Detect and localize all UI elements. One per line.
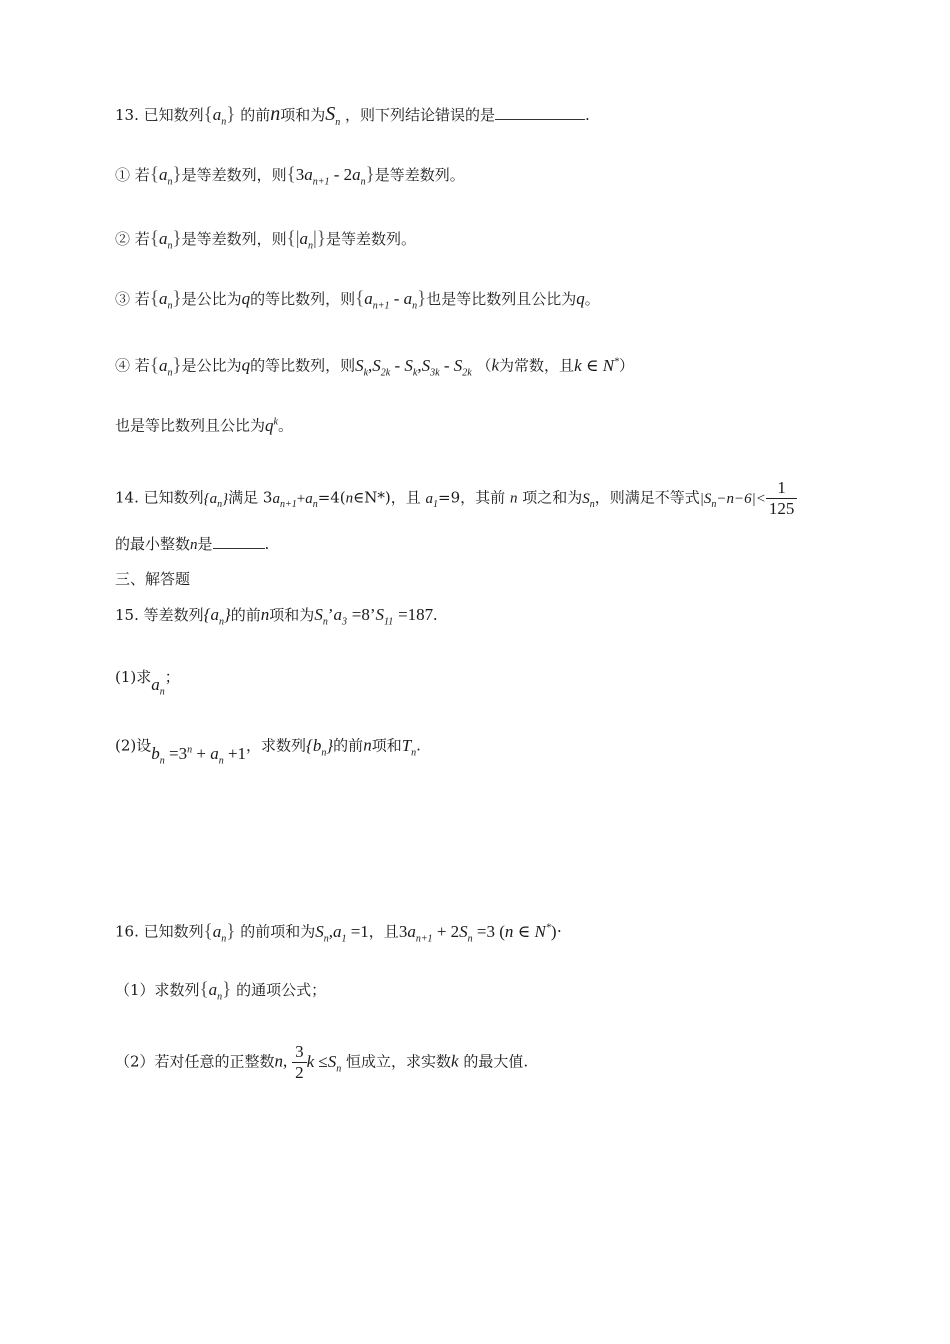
section-heading: 三、解答题	[115, 570, 191, 588]
q15-a3-value: =8	[351, 605, 370, 624]
var-q: q	[576, 289, 585, 308]
seq-an: $\{a_n\}$	[203, 605, 231, 628]
var-n: n	[363, 735, 372, 755]
seq-an1-an: $\{a_{n+1} - a_n\}$	[355, 288, 427, 312]
q15-text: ，求数列	[246, 736, 307, 755]
frac-den: 2	[292, 1062, 307, 1083]
q15-text: 项和	[371, 736, 402, 755]
item-text: 的等比数列，则	[250, 356, 356, 375]
q13-tail	[115, 410, 293, 438]
q14-text: ∈N*)	[353, 488, 391, 507]
seq-3an1-2an: $\{3a_{n+1} - 2a_n\}$	[286, 164, 375, 188]
q15-text: (1)求	[115, 668, 152, 686]
item-text: 若	[134, 230, 150, 248]
seq-an: $\{a_n\}$	[203, 920, 236, 945]
expr-an1-an: $a_{n+1}+a_n$	[272, 490, 318, 510]
item-text: 。	[277, 416, 293, 435]
q15-line: 15. 等差数列$\{a_n\}$的前n项和为$S_n’a_3$ $=8’S_{11} =187$.	[115, 605, 438, 628]
q16-text: 的前项和为	[240, 922, 316, 941]
item-mark: ①	[115, 166, 131, 184]
expr-k-in-N: k ∈ N*	[574, 355, 620, 375]
var-a3: $a_3$	[333, 605, 347, 628]
var-a1: $a_1$	[425, 490, 439, 510]
frac-num: 3	[295, 1042, 304, 1061]
q14-text: =9	[438, 488, 461, 507]
var-k: k	[491, 355, 500, 375]
item-text: 是等差数列，则	[181, 166, 287, 184]
q15-s11-value: =187	[398, 605, 434, 624]
q13-item-2	[115, 227, 416, 258]
q13-item-3	[115, 287, 600, 318]
item-text: 的等比数列，则	[250, 290, 356, 308]
var-n: n	[345, 490, 354, 507]
q16-text: 恒成立，求实数	[346, 1052, 452, 1071]
var-Sn: $S_n$	[325, 103, 341, 128]
var-an: $a_n$	[151, 675, 165, 698]
var-Sn: $S_n$	[314, 605, 328, 628]
q15-text: ；	[164, 668, 180, 686]
frac-num: 1	[777, 478, 786, 497]
item-text: 是公比为	[181, 290, 242, 308]
q14-answer-blank[interactable]	[213, 534, 265, 549]
item-text: 也是等比数列且公比为	[115, 416, 266, 435]
q13-item-4	[115, 350, 634, 385]
seq-an: $\{a_n\}$	[203, 104, 236, 128]
seq-an: $\{a_n\}$	[149, 164, 182, 188]
frac-den: 125	[766, 498, 798, 519]
var-n: n	[274, 1051, 284, 1071]
seq-an: $\{a_n\}$	[149, 288, 182, 312]
var-n: n	[509, 490, 518, 507]
seq-abs-an: $\{|a_n|\}$	[286, 228, 326, 252]
var-q: q	[241, 289, 251, 308]
q13-end: .	[585, 106, 590, 124]
q13-text: ，则下列结论错误的是	[345, 106, 496, 124]
q14-text: 的最小整数	[115, 535, 191, 553]
q16-text: 的最大值.	[463, 1052, 529, 1071]
q13-number: 13.	[115, 106, 139, 124]
q15-text: (2)设	[115, 736, 152, 755]
var-k: k	[451, 1051, 459, 1071]
q15-part2	[115, 730, 421, 765]
var-Tn: $T_n$	[401, 735, 417, 759]
q14-text: 已知数列	[143, 488, 204, 507]
seq-an: $\{a_n\}$	[149, 228, 182, 252]
q14-text: ，其前	[460, 488, 506, 507]
q13-answer-blank[interactable]	[495, 105, 585, 120]
q14-text: 是	[197, 535, 213, 553]
q13-line	[115, 102, 590, 135]
q16-part1	[115, 978, 326, 1009]
item-text: 是等差数列。	[374, 166, 465, 184]
var-q: q	[241, 355, 251, 375]
var-n: n	[270, 103, 281, 125]
seq-an: $\{a_n\}$	[149, 354, 182, 379]
q15-part1	[115, 665, 180, 696]
item-text: 若	[134, 356, 150, 375]
q14-text: 项之和为	[522, 488, 583, 507]
q15-text: 的前	[230, 606, 261, 624]
var-n: n	[190, 537, 198, 553]
expr-sk-list: $S_k,S_{2k} - S_k,S_{3k} - S_{2k}$	[355, 355, 472, 379]
q14-text: =4(	[317, 488, 346, 507]
item-mark: ③	[115, 290, 131, 308]
q16-number: 16.	[115, 922, 139, 941]
expr-bn: $b_n =3^n + a_n +1$	[151, 743, 247, 767]
seq-an: $\{a_n\}$	[203, 490, 229, 510]
q16-part2: （2）若对任意的正整数n, $\frac{3}{2}$ $k \le S_n$ 恒成立，求实数k 的最大值.	[115, 1042, 529, 1082]
item-text: （	[476, 356, 492, 375]
seq-bn: $\{b_n\}$	[306, 735, 334, 759]
var-Sn: $S_n$	[582, 490, 595, 510]
q14-line2	[115, 532, 269, 557]
q16-text: 的通项公式；	[236, 981, 327, 999]
q16-text: （2）若对任意的正整数	[115, 1052, 275, 1071]
item-mark: ②	[115, 230, 131, 248]
q14-text: ，且	[390, 488, 421, 507]
expr-qk: $q^k$	[265, 415, 278, 435]
q15-text: .	[416, 736, 421, 755]
expr-sn-a1: $S_n,a_1 =1$	[315, 921, 369, 945]
q15-text: 的前	[333, 736, 364, 755]
q15-text: 项和为	[269, 606, 315, 624]
q13-item-1	[115, 163, 465, 194]
q14-text: 满足 3	[228, 488, 273, 507]
item-text: ）	[619, 356, 635, 375]
q13-text: 已知数列	[143, 106, 204, 124]
item-text: 若	[134, 290, 150, 308]
item-text: 是公比为	[181, 356, 242, 375]
fraction-1-125	[766, 478, 798, 519]
item-text: 。	[584, 290, 600, 308]
q16-line: 16. 已知数列$\{a_n\}$ 的前项和为$S_n,a_1 =1$，且$3a_{n+1} + 2S_n =3$ (n ∈ N*)·	[115, 920, 563, 945]
item-text: 是等差数列，则	[181, 230, 287, 248]
seq-an: $\{a_n\}$	[199, 979, 232, 1003]
expr-abs: $|S_n-n-6|<$	[699, 490, 766, 510]
var-S11: $S_{11}$	[375, 605, 394, 628]
q13-text: 的前	[240, 106, 271, 124]
item-text: 是等差数列。	[325, 230, 416, 248]
fraction-3-2	[292, 1042, 307, 1083]
item-mark: ④	[115, 356, 131, 375]
q14-text: .	[264, 535, 270, 553]
q14-text: ，则满足不等式	[594, 488, 700, 507]
expr-recurrence: $3a_{n+1} + 2S_n =3$ (n ∈ N*)	[398, 921, 557, 945]
q14-line	[115, 478, 797, 519]
expr-k-le-Sn: $k \le S_n$	[306, 1051, 342, 1074]
q16-text: ，且	[368, 922, 399, 941]
item-text: 若	[134, 166, 150, 184]
q14-number: 14.	[115, 488, 139, 507]
item-text: 为常数，且	[499, 356, 575, 375]
q16-text: 已知数列	[143, 922, 204, 941]
q15-number: 15.	[115, 606, 139, 624]
q16-text: （1）求数列	[115, 981, 200, 999]
q15-text: 等差数列	[143, 606, 204, 624]
q13-text: 项和为	[280, 106, 326, 124]
item-text: 也是等比数列且公比为	[426, 290, 577, 308]
var-n: n	[260, 605, 270, 624]
